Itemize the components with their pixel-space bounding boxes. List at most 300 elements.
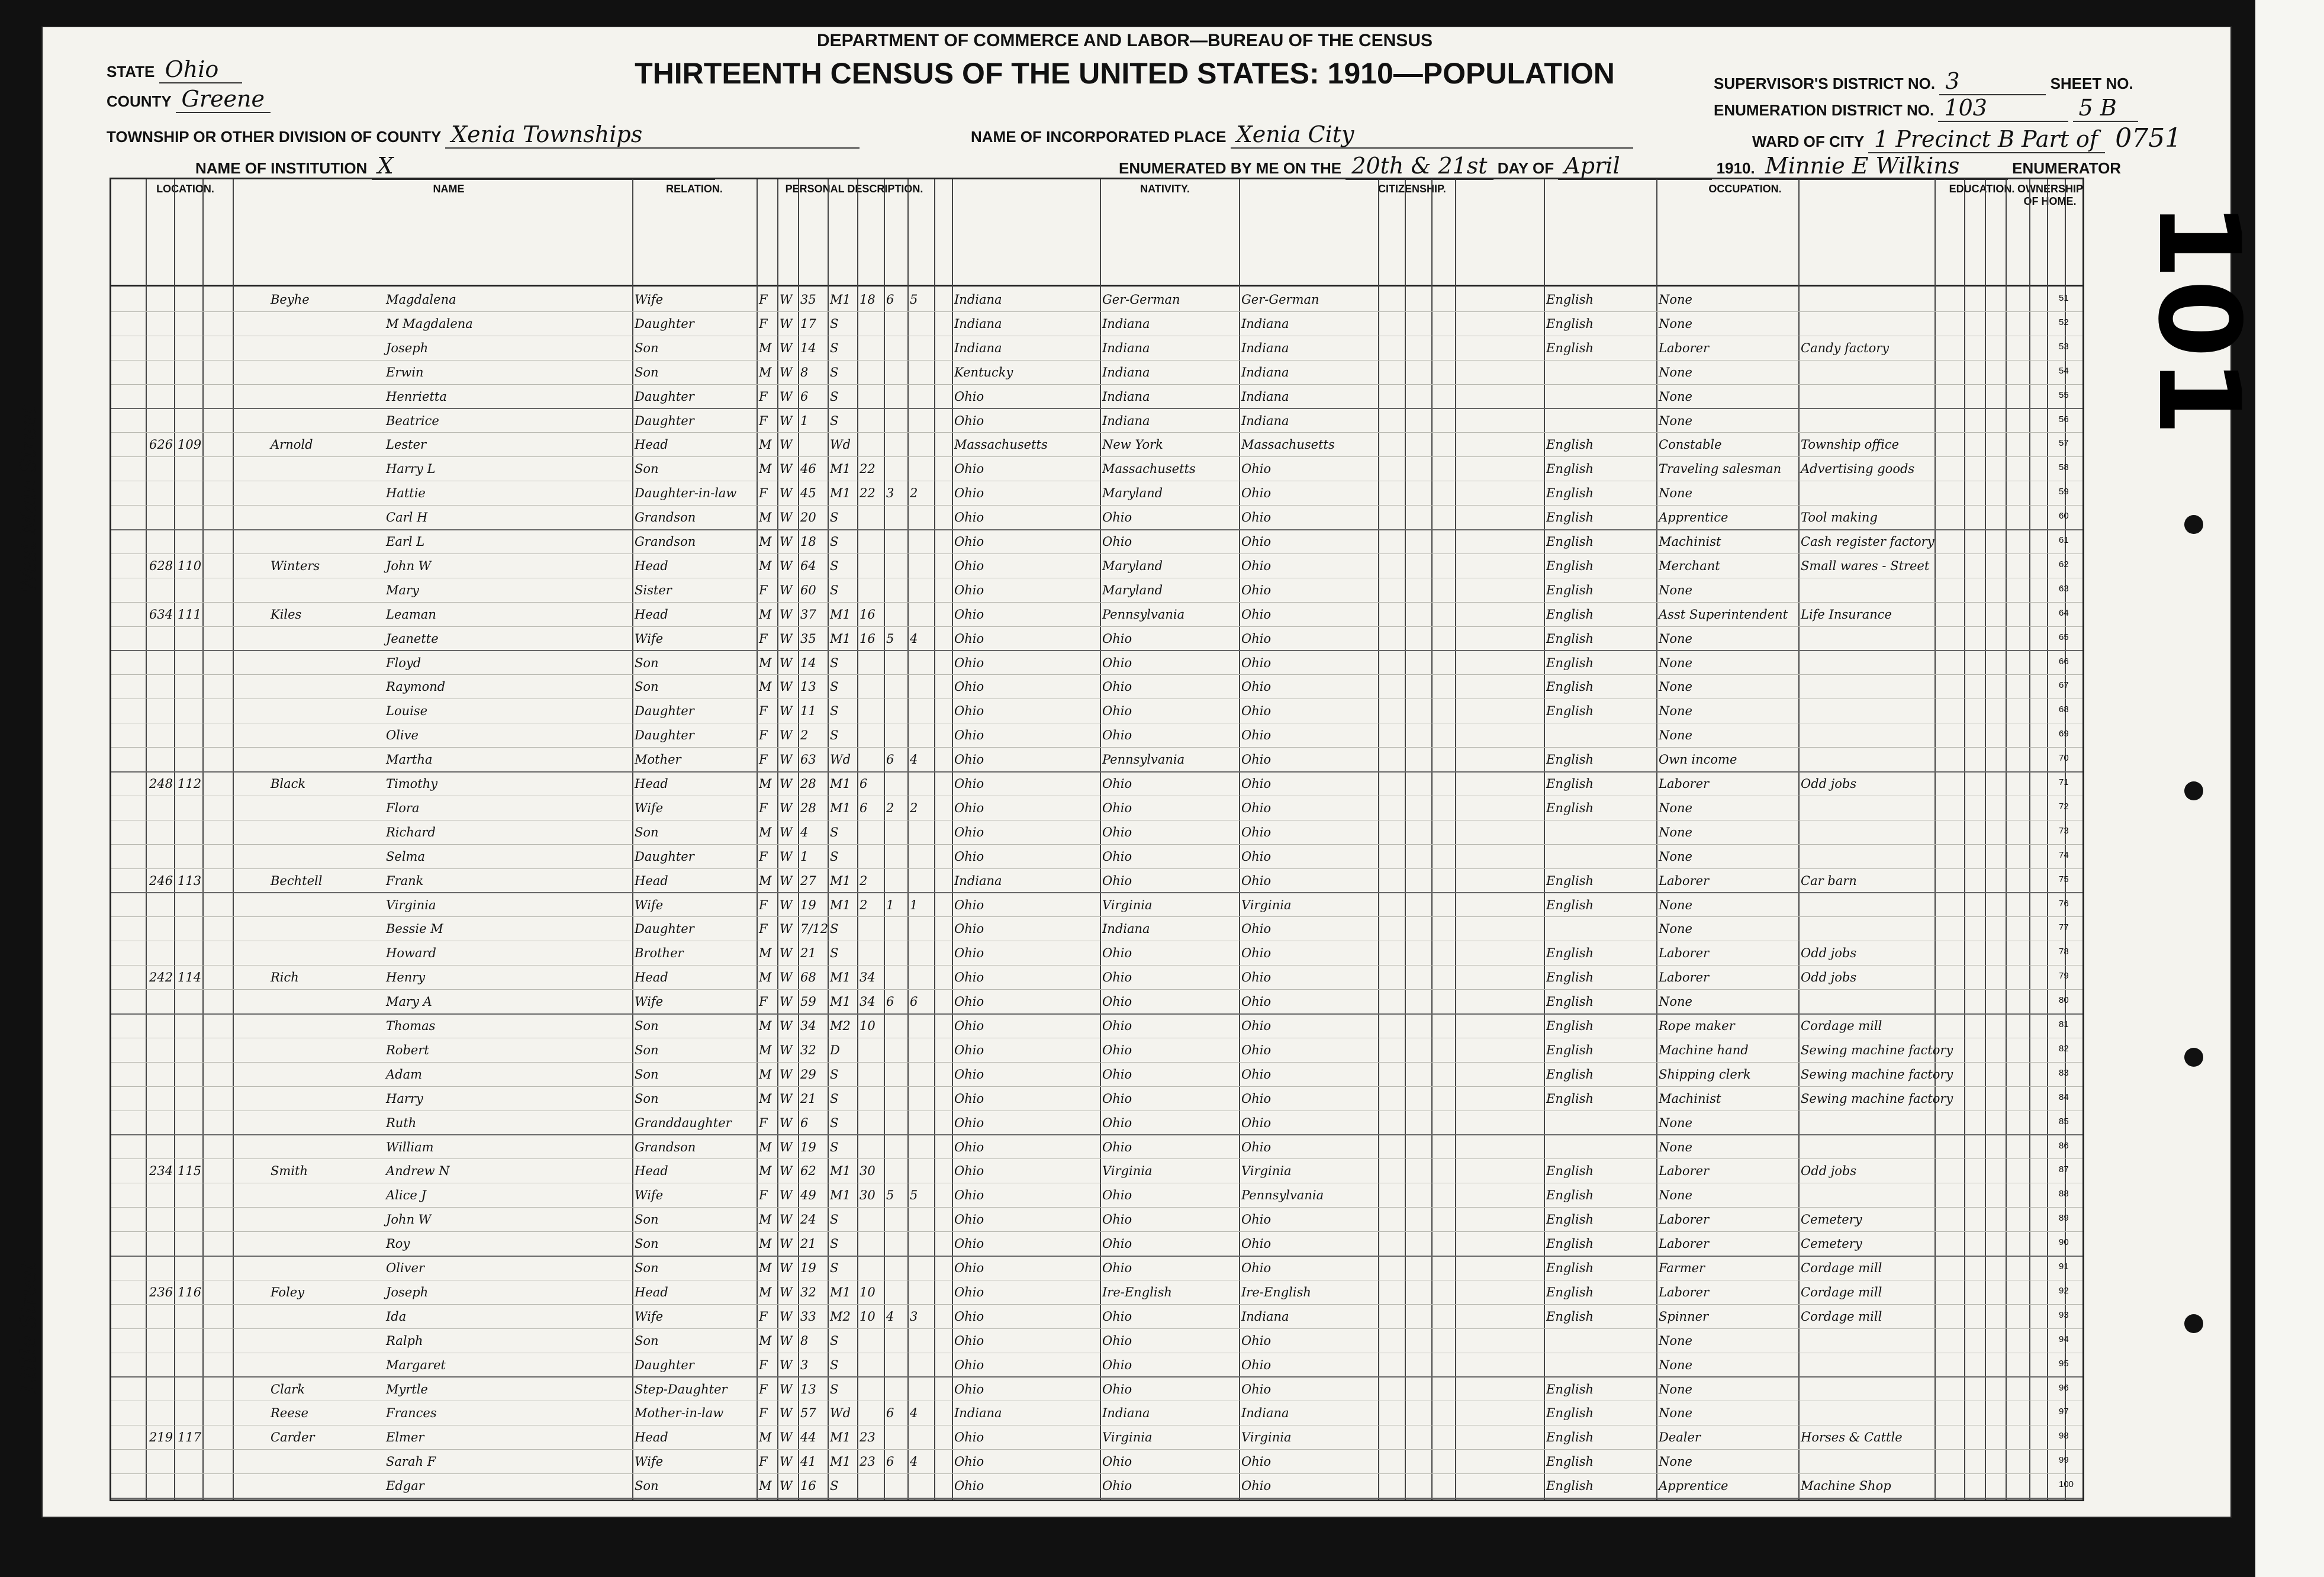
cell-fam: 115: [178, 1164, 202, 1179]
cell-given: M Magdalena: [386, 316, 473, 331]
cell-given: Frank: [386, 873, 424, 888]
cell-given: Harry: [386, 1091, 423, 1106]
cell-rel: Son: [635, 1261, 659, 1275]
group-nativity: NATIVITY.: [1140, 183, 1190, 195]
cell-rel: Wife: [635, 897, 664, 912]
cell-yrs: 16: [860, 607, 875, 622]
cell-dw: 219: [149, 1430, 173, 1445]
cell-race: W: [780, 946, 793, 961]
cell-lang: English: [1546, 680, 1594, 694]
cell-mpob: Ohio: [1241, 873, 1272, 888]
cell-ms: S: [830, 946, 839, 961]
table-row: [111, 1013, 2082, 1038]
table-row: [111, 456, 2082, 481]
line-number: 51: [2059, 293, 2069, 303]
cell-fpob: Maryland: [1102, 558, 1163, 573]
cell-trade: None: [1659, 849, 1692, 864]
cell-age: 28: [800, 800, 816, 815]
cell-ms: M1: [830, 292, 851, 307]
cell-rel: Wife: [635, 995, 664, 1009]
cell-age: 32: [800, 1042, 816, 1057]
cell-rel: Son: [635, 1237, 659, 1251]
cell-pob: Ohio: [954, 582, 984, 597]
cell-ms: S: [830, 1479, 839, 1494]
cell-fpob: Ire-English: [1102, 1285, 1172, 1299]
cell-ms: S: [830, 1261, 839, 1275]
cell-lang: English: [1546, 1188, 1594, 1203]
cell-fpob: Ohio: [1102, 535, 1132, 549]
cell-mpob: Ohio: [1241, 1019, 1272, 1033]
cell-fpob: Ohio: [1102, 1237, 1132, 1251]
cell-fam: 116: [178, 1285, 202, 1299]
cell-given: John W: [386, 1212, 432, 1227]
cell-fpob: Ohio: [1102, 1140, 1132, 1154]
cell-ms: S: [830, 558, 839, 573]
cell-trade: None: [1659, 800, 1692, 815]
side-number: 101: [2133, 201, 2264, 436]
cell-trade: Spinner: [1659, 1309, 1709, 1324]
cell-ind: Advertising goods: [1801, 462, 1915, 477]
cell-pob: Ohio: [954, 897, 984, 912]
cell-sex: M: [759, 1019, 772, 1033]
cell-race: W: [780, 340, 793, 355]
cell-ms: S: [830, 510, 839, 525]
cell-dw: 242: [149, 970, 173, 985]
cell-sex: F: [759, 1115, 768, 1130]
cell-surname: Arnold: [271, 437, 313, 452]
cell-race: W: [780, 680, 793, 694]
group-occupation: OCCUPATION.: [1708, 183, 1782, 195]
cell-lang: English: [1546, 1285, 1594, 1299]
cell-ms: S: [830, 1333, 839, 1348]
cell-age: 11: [800, 704, 816, 719]
cell-born: 4: [886, 1309, 894, 1324]
cell-ms: M1: [830, 1164, 851, 1179]
cell-ms: M1: [830, 1430, 851, 1445]
cell-lang: English: [1546, 292, 1594, 307]
table-row: [111, 1111, 2082, 1136]
cell-fpob: Maryland: [1102, 582, 1163, 597]
cell-pob: Ohio: [954, 607, 984, 622]
cell-trade: Machinist: [1659, 535, 1721, 549]
cell-age: 62: [800, 1164, 816, 1179]
line-number: 91: [2059, 1261, 2069, 1272]
cell-trade: Own income: [1659, 752, 1737, 767]
line-number: 54: [2059, 365, 2069, 376]
line-number: 60: [2059, 511, 2069, 522]
cell-pob: Kentucky: [954, 365, 1013, 379]
cell-age: 45: [800, 486, 816, 501]
cell-fpob: Ohio: [1102, 777, 1132, 791]
cell-yrs: 23: [860, 1454, 875, 1469]
cell-lang: English: [1546, 1309, 1594, 1324]
cell-trade: None: [1659, 1140, 1692, 1154]
cell-sex: M: [759, 1261, 772, 1275]
cell-rel: Son: [635, 1042, 659, 1057]
cell-age: 63: [800, 752, 816, 767]
cell-ms: M2: [830, 1309, 851, 1324]
cell-mpob: Ohio: [1241, 486, 1272, 501]
cell-rel: Head: [635, 607, 668, 622]
line-number: 95: [2059, 1358, 2069, 1369]
cell-sex: F: [759, 389, 768, 404]
cell-given: Mary: [386, 582, 419, 597]
table-row: [111, 699, 2082, 723]
cell-rel: Wife: [635, 1188, 664, 1203]
punch-hole-icon: [2184, 1314, 2203, 1333]
cell-trade: None: [1659, 582, 1692, 597]
cell-mpob: Ohio: [1241, 1237, 1272, 1251]
table-row: [111, 1038, 2082, 1063]
line-number: 88: [2059, 1189, 2069, 1199]
table-row: [111, 1425, 2082, 1450]
cell-race: W: [780, 292, 793, 307]
table-row: [111, 1473, 2082, 1499]
cell-age: 68: [800, 970, 816, 985]
cell-trade: Apprentice: [1659, 1479, 1728, 1494]
cell-mpob: Ohio: [1241, 462, 1272, 477]
cell-given: Earl L: [386, 535, 425, 549]
cell-liv: 4: [910, 1406, 918, 1421]
cell-sex: M: [759, 1237, 772, 1251]
cell-liv: 2: [910, 800, 918, 815]
cell-lang: English: [1546, 1406, 1594, 1421]
supervisor-row: [1714, 68, 2133, 95]
cell-sex: F: [759, 1309, 768, 1324]
cell-race: W: [780, 1357, 793, 1372]
cell-sex: F: [759, 897, 768, 912]
cell-rel: Son: [635, 655, 659, 670]
cell-trade: None: [1659, 1357, 1692, 1372]
cell-fam: 112: [178, 777, 202, 791]
cell-pob: Ohio: [954, 510, 984, 525]
line-number: 80: [2059, 995, 2069, 1006]
cell-given: Adam: [386, 1067, 423, 1082]
cell-mpob: Ohio: [1241, 825, 1272, 839]
state-label: STATE: [107, 63, 155, 81]
cell-lang: English: [1546, 1019, 1594, 1033]
cell-ind: Cemetery: [1801, 1212, 1862, 1227]
cell-sex: F: [759, 849, 768, 864]
cell-lang: English: [1546, 437, 1594, 452]
cell-race: W: [780, 1019, 793, 1033]
cell-mpob: Ohio: [1241, 1479, 1272, 1494]
cell-ms: Wd: [830, 752, 851, 767]
cell-trade: Laborer: [1659, 946, 1710, 961]
cell-ms: S: [830, 1237, 839, 1251]
cell-given: Harry L: [386, 462, 436, 477]
cell-surname: Bechtell: [271, 873, 323, 888]
cell-ms: S: [830, 1357, 839, 1372]
cell-lang: English: [1546, 486, 1594, 501]
cell-mpob: Pennsylvania: [1241, 1188, 1324, 1203]
cell-yrs: 22: [860, 462, 875, 477]
line-number: 89: [2059, 1213, 2069, 1224]
table-row: [111, 1062, 2082, 1087]
cell-yrs: 10: [860, 1019, 875, 1033]
cell-yrs: 2: [860, 897, 868, 912]
cell-pob: Ohio: [954, 413, 984, 428]
county-value: Greene: [176, 86, 271, 113]
cell-trade: Traveling salesman: [1659, 462, 1782, 477]
cell-lang: English: [1546, 752, 1594, 767]
cell-given: Louise: [386, 704, 428, 719]
cell-trade: None: [1659, 1188, 1692, 1203]
line-number: 62: [2059, 559, 2069, 569]
cell-liv: 5: [910, 1188, 918, 1203]
cell-age: 1: [800, 413, 809, 428]
film-margin: [2255, 0, 2324, 1577]
cell-ms: S: [830, 1115, 839, 1130]
cell-trade: None: [1659, 897, 1692, 912]
cell-fpob: Indiana: [1102, 413, 1150, 428]
cell-mpob: Ohio: [1241, 1067, 1272, 1082]
enumerated-label: ENUMERATED BY ME ON THE: [1119, 159, 1342, 177]
cell-trade: None: [1659, 1333, 1692, 1348]
cell-ms: M1: [830, 631, 851, 646]
cell-trade: Machinist: [1659, 1091, 1721, 1106]
cell-surname: Rich: [271, 970, 299, 985]
state-value: Ohio: [159, 56, 242, 83]
cell-race: W: [780, 1430, 793, 1445]
cell-lang: English: [1546, 462, 1594, 477]
cell-trade: Shipping clerk: [1659, 1067, 1751, 1082]
cell-trade: Constable: [1659, 437, 1722, 452]
incorporated-value: Xenia City: [1231, 121, 1633, 149]
cell-lang: English: [1546, 777, 1594, 791]
cell-given: Selma: [386, 849, 425, 864]
cell-mpob: Ohio: [1241, 535, 1272, 549]
table-row: [111, 481, 2082, 506]
cell-sex: F: [759, 1454, 768, 1469]
cell-rel: Mother-in-law: [635, 1406, 724, 1421]
cell-mpob: Ohio: [1241, 1382, 1272, 1396]
cell-rel: Son: [635, 1333, 659, 1348]
cell-given: Ralph: [386, 1333, 423, 1348]
cell-mpob: Ohio: [1241, 946, 1272, 961]
cell-liv: 5: [910, 292, 918, 307]
cell-mpob: Ohio: [1241, 631, 1272, 646]
table-row: [111, 796, 2082, 820]
line-number: 70: [2059, 753, 2069, 764]
line-number: 56: [2059, 414, 2069, 424]
cell-sex: F: [759, 922, 768, 936]
cell-mpob: Indiana: [1241, 340, 1289, 355]
cell-given: Mary A: [386, 995, 432, 1009]
cell-race: W: [780, 897, 793, 912]
incorporated-label: NAME OF INCORPORATED PLACE: [971, 128, 1227, 146]
cell-rel: Brother: [635, 946, 684, 961]
cell-race: W: [780, 922, 793, 936]
cell-rel: Daughter: [635, 413, 694, 428]
cell-fpob: Indiana: [1102, 922, 1150, 936]
cell-liv: 6: [910, 995, 918, 1009]
cell-liv: 1: [910, 897, 918, 912]
cell-fpob: Ohio: [1102, 1067, 1132, 1082]
line-number: 77: [2059, 922, 2069, 933]
cell-race: W: [780, 1237, 793, 1251]
cell-dw: 246: [149, 873, 173, 888]
cell-lang: English: [1546, 1430, 1594, 1445]
cell-ms: S: [830, 340, 839, 355]
punch-hole-icon: [2184, 1048, 2203, 1067]
cell-ms: M1: [830, 897, 851, 912]
cell-surname: Winters: [271, 558, 320, 573]
cell-given: Timothy: [386, 777, 438, 791]
cell-pob: Ohio: [954, 922, 984, 936]
cell-pob: Massachusetts: [954, 437, 1048, 452]
group-personal: PERSONAL DESCRIPTION.: [785, 183, 923, 195]
cell-race: W: [780, 1188, 793, 1203]
cell-age: 4: [800, 825, 809, 839]
cell-fpob: Ohio: [1102, 1019, 1132, 1033]
cell-sex: M: [759, 777, 772, 791]
cell-given: Raymond: [386, 680, 446, 694]
cell-pob: Ohio: [954, 704, 984, 719]
cell-lang: English: [1546, 704, 1594, 719]
cell-lang: English: [1546, 535, 1594, 549]
cell-pob: Ohio: [954, 655, 984, 670]
cell-rel: Step-Daughter: [635, 1382, 728, 1396]
cell-mpob: Ger-German: [1241, 292, 1319, 307]
cell-rel: Wife: [635, 292, 664, 307]
cell-pob: Indiana: [954, 873, 1002, 888]
cell-mpob: Ohio: [1241, 1333, 1272, 1348]
line-number: 98: [2059, 1431, 2069, 1441]
cell-age: 21: [800, 1091, 816, 1106]
cell-mpob: Ohio: [1241, 728, 1272, 743]
table-row: [111, 1207, 2082, 1232]
cell-ms: S: [830, 704, 839, 719]
group-education: EDUCATION.: [1949, 183, 2015, 195]
cell-age: 14: [800, 655, 816, 670]
cell-pob: Ohio: [954, 825, 984, 839]
cell-mpob: Ohio: [1241, 922, 1272, 936]
cell-trade: Machine hand: [1659, 1042, 1749, 1057]
cell-rel: Son: [635, 365, 659, 379]
cell-ms: S: [830, 1140, 839, 1154]
cell-yrs: 6: [860, 777, 868, 791]
cell-ms: S: [830, 389, 839, 404]
cell-lang: English: [1546, 558, 1594, 573]
cell-ind: Odd jobs: [1801, 777, 1857, 791]
cell-lang: English: [1546, 970, 1594, 985]
cell-age: 41: [800, 1454, 816, 1469]
line-number: 53: [2059, 341, 2069, 352]
cell-pob: Ohio: [954, 946, 984, 961]
cell-rel: Son: [635, 825, 659, 839]
cell-dw: 236: [149, 1285, 173, 1299]
cell-sex: M: [759, 873, 772, 888]
cell-rel: Grandson: [635, 1140, 696, 1154]
cell-given: Henry: [386, 970, 426, 985]
cell-fpob: Ohio: [1102, 1115, 1132, 1130]
cell-ms: M1: [830, 486, 851, 501]
cell-given: Edgar: [386, 1479, 424, 1494]
county-row: [107, 86, 271, 113]
cell-sex: F: [759, 995, 768, 1009]
cell-ind: Horses & Cattle: [1801, 1430, 1903, 1445]
cell-age: 57: [800, 1406, 816, 1421]
cell-pob: Ohio: [954, 1333, 984, 1348]
cell-ms: S: [830, 413, 839, 428]
punch-hole-icon: [2184, 781, 2203, 800]
cell-fpob: Indiana: [1102, 340, 1150, 355]
cell-age: 21: [800, 946, 816, 961]
cell-ind: Sewing machine factory: [1801, 1067, 1953, 1082]
cell-given: Flora: [386, 800, 420, 815]
cell-trade: None: [1659, 825, 1692, 839]
enumeration-row: [1714, 95, 2138, 122]
cell-given: Myrtle: [386, 1382, 428, 1396]
cell-ms: S: [830, 1212, 839, 1227]
cell-dw: 234: [149, 1164, 173, 1179]
cell-pob: Ohio: [954, 558, 984, 573]
cell-pob: Ohio: [954, 1454, 984, 1469]
cell-ms: M1: [830, 1285, 851, 1299]
cell-sex: M: [759, 340, 772, 355]
cell-dw: 626: [149, 437, 173, 452]
cell-mpob: Massachusetts: [1241, 437, 1335, 452]
cell-liv: 3: [910, 1309, 918, 1324]
cell-mpob: Indiana: [1241, 389, 1289, 404]
line-number: 61: [2059, 535, 2069, 545]
line-number: 97: [2059, 1407, 2069, 1417]
cell-ms: M1: [830, 873, 851, 888]
cell-ms: Wd: [830, 437, 851, 452]
cell-age: 17: [800, 316, 816, 331]
cell-age: 8: [800, 365, 809, 379]
street-label: West Main Street: [17, 405, 41, 594]
cell-fpob: Ohio: [1102, 1091, 1132, 1106]
table-row: [111, 893, 2082, 918]
cell-rel: Wife: [635, 631, 664, 646]
cell-mpob: Ohio: [1241, 970, 1272, 985]
cell-lang: English: [1546, 607, 1594, 622]
cell-mpob: Ohio: [1241, 1091, 1272, 1106]
cell-pob: Ohio: [954, 680, 984, 694]
cell-surname: Reese: [271, 1406, 308, 1421]
cell-surname: Carder: [271, 1430, 315, 1445]
cell-fpob: Pennsylvania: [1102, 752, 1185, 767]
line-number: 55: [2059, 390, 2069, 400]
table-row: [111, 360, 2082, 385]
cell-race: W: [780, 1091, 793, 1106]
cell-given: Oliver: [386, 1261, 424, 1275]
cell-trade: None: [1659, 365, 1692, 379]
cell-lang: English: [1546, 655, 1594, 670]
table-row: [111, 1449, 2082, 1474]
cell-born: 1: [886, 897, 894, 912]
cell-ind: Small wares - Street: [1801, 558, 1930, 573]
county-label: COUNTY: [107, 92, 172, 110]
cell-fam: 117: [178, 1430, 202, 1445]
cell-mpob: Virginia: [1241, 1164, 1292, 1179]
cell-ind: Tool making: [1801, 510, 1878, 525]
cell-pob: Ohio: [954, 1285, 984, 1299]
cell-rel: Son: [635, 340, 659, 355]
cell-surname: Foley: [271, 1285, 305, 1299]
cell-sex: F: [759, 631, 768, 646]
cell-trade: Laborer: [1659, 1164, 1710, 1179]
cell-sex: F: [759, 752, 768, 767]
cell-rel: Head: [635, 558, 668, 573]
cell-given: Henrietta: [386, 389, 447, 404]
census-table: [17, 178, 2084, 1501]
cell-race: W: [780, 1140, 793, 1154]
cell-pob: Ohio: [954, 389, 984, 404]
cell-rel: Daughter: [635, 704, 694, 719]
